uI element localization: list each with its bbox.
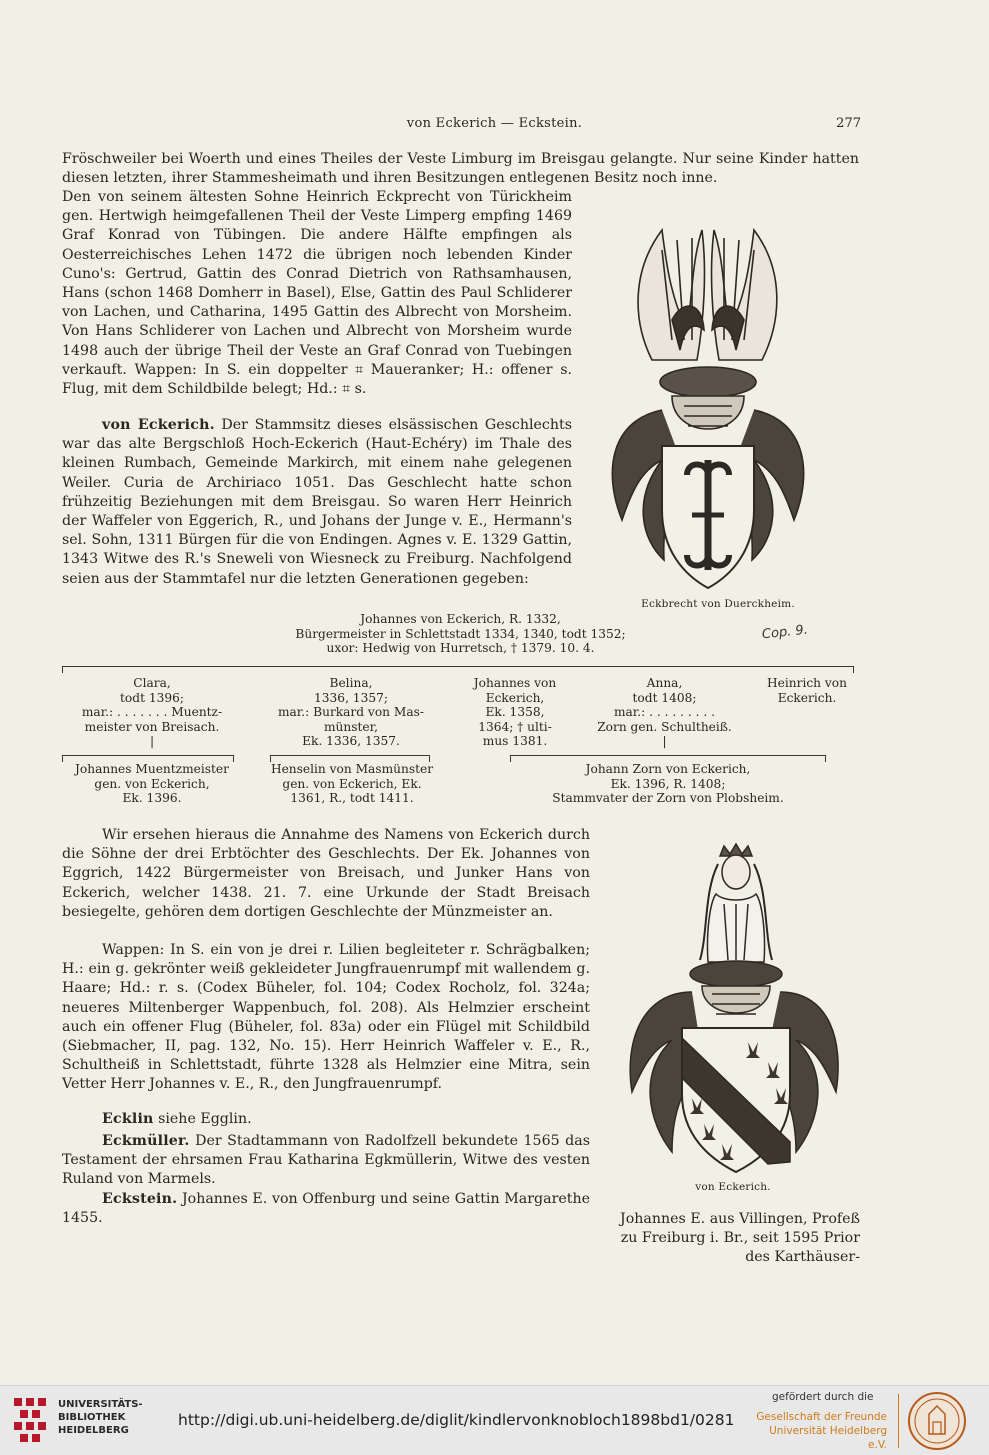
lemma-ecklin: Ecklin xyxy=(102,1111,154,1127)
genealogy-table xyxy=(62,612,859,805)
bracket-children xyxy=(62,666,854,673)
child-belina: Belina, 1336, 1357; mar.: Burkard von Mas- münster, Ek. 1336, 1357. xyxy=(277,676,424,748)
grandchild-johann-zorn: Johann Zorn von Eckerich, Ek. 1396, R. 1408; Stammvater der Zorn von Plobsheim. xyxy=(552,762,784,805)
caption-eckerich: von Eckerich. xyxy=(695,1181,771,1193)
permalink-url[interactable]: http://digi.ub.uni-heidelberg.de/diglit/kindlervonknobloch1898bd1/0281 xyxy=(178,1411,735,1429)
caption-duerckheim: Eckbrecht von Duerckheim. xyxy=(641,598,795,610)
running-head: von Eckerich — Eckstein. xyxy=(406,116,583,131)
bracket-anna xyxy=(510,755,826,762)
lemma-eckstein: Eckstein. xyxy=(102,1191,178,1207)
paragraph-annahme: Wir ersehen hieraus die Annahme des Namens von Eckerich durch die Söhne der drei Erbtöchter des Geschlechts. Der Ek. Johannes von Eggrich, 1422 Bürgermeister von Breisach, und Junker Hans von Eckerich, welcher 1438. 21. 7. eine Urkunde der Stadt Breisach besiegelte, gehören dem dortigen Geschlechte der Münzmeister an. xyxy=(62,827,590,920)
paragraph-eckstein-continued: Johannes E. aus Villingen, Profeß zu Freiburg i. Br., seit 1595 Prior des Karthäuser- xyxy=(620,1211,860,1266)
genealogy-root xyxy=(62,612,859,656)
text-ecklin: siehe Egglin. xyxy=(158,1111,252,1127)
grandchild-henselin: Henselin von Masmünster gen. von Eckerich, Ek. 1361, R., todt 1411. xyxy=(270,762,434,805)
grandchild-johannes-muentzmeister: Johannes Muentzmeister gen. von Eckerich, Ek. 1396. xyxy=(75,762,229,805)
coat-of-arms-duerckheim xyxy=(592,210,824,596)
text-eckmueller: Der Stadtammann von Radolfzell bekundete 1565 das Testament der ehrsamen Frau Katharina Egkmüllerin, Witwe des vesten Ruland von Marmels. xyxy=(62,1133,590,1188)
university-library-logo-icon xyxy=(8,1392,54,1448)
page-number: 277 xyxy=(836,116,861,131)
sponsor-label: gefördert durch die xyxy=(772,1391,874,1403)
bracket-clara xyxy=(62,755,234,762)
coat-of-arms-eckerich xyxy=(618,842,848,1178)
paragraph-wappen: Wappen: In S. ein von je drei r. Lilien begleiteter r. Schrägbalken; H.: ein g. gekrönter weiß gekleideter Jungfrauenrumpf mit wallendem g. Haare; Hd.: r. s. (Codex Büheler, fol. 104; Codex Rocholz, fol. 324a; neueres Miltenberger Wappenbuch, fol. 208). Als Helmzier erscheint auch ein offener Flug (Büheler, fol. 83a) oder ein Flügel mit Schildbild (Siebmacher, II, pag. 132, No. 15). Herr Heinrich Waffeler v. E., R., Schultheiß in Schlettstadt, führte 1328 als Helmzier eine Mitra, sein Vetter Herr Johannes v. E., R., den Jungfrauenrumpf. xyxy=(62,942,590,1093)
paragraph-veste-limperg: Den von seinem ältesten Sohne Heinrich Eckprecht von Türickheim gen. Hertwigh heimgefallenen Theil der Veste Limperg empfing 1469 Graf Konrad von Tübingen. Die andere Hälfte empfingen als Oesterreichisches Lehen 1472 die übrigen noch lebenden Kinder Cuno's: Gertrud, Gattin des Conrad Dietrich von Rathsamhausen, Hans (schon 1468 Domherr in Basel), Else, Gattin des Paul Schliderer von Lachen, und Catharina, 1495 Gattin des Albrecht von Morsheim. Von Hans Schliderer von Lachen und Albrecht von Morsheim wurde 1498 auch der übrige Theil der Veste an Graf Conrad von Tuebingen verkauft. Wappen: In S. ein doppelter ⌗ Maueranker; H.: offener s. Flug, mit dem Schildbilde belegt; Hd.: ⌗ s. xyxy=(62,189,572,398)
root-line-2: Bürgermeister in Schlettstadt 1334, 1340, todt 1352; xyxy=(295,626,626,641)
paragraph-eckmueller xyxy=(62,1132,590,1190)
sponsor-organization[interactable]: Gesellschaft der Freunde Universität Heidelberg e.V. xyxy=(756,1411,887,1451)
child-clara: Clara, todt 1396; mar.: . . . . . . . Muentz- meister von Breisach. | xyxy=(81,676,223,748)
handwritten-note: Cop. 9. xyxy=(761,622,809,643)
library-name: UNIVERSITÄTS- BIBLIOTHEK HEIDELBERG xyxy=(58,1399,143,1436)
child-anna: Anna, todt 1408; mar.: . . . . . . . . . Zorn gen. Schultheiß. | xyxy=(597,676,732,748)
text-eckstein-a: Johannes E. von Offenburg und seine Gattin Margarethe 1455. xyxy=(62,1191,590,1227)
child-johannes: Johannes von Eckerich, Ek. 1358, 1364; † ulti- mus 1381. xyxy=(473,676,557,748)
child-heinrich: Heinrich von Eckerich. xyxy=(767,676,847,705)
paragraph-intro: Fröschweiler bei Woerth und eines Theiles der Veste Limburg im Breisgau gelangte. Nur seine Kinder hatten diesen letzten, ihrer Stammesheimath und ihren Besitzungen entlegenen Besitz noch inne. xyxy=(62,151,859,187)
text-von-eckerich: Der Stammsitz dieses elsässischen Geschlechts war das alte Bergschloß Hoch-Eckerich (Haut-Echéry) im Thale des kleinen Rumbach, Gemeinde Markirch, mit einem nahe gelegenen Weiler. Curia de Archiriaco 1051. Das Geschlecht hatte schon frühzeitig Beziehungen mit dem Breisgau. So waren Herr Heinrich der Waffeler von Eggerich, R., und Johans der Junge v. E., Hermann's sel. Sohn, 1311 Bürgen für die von Endingen. Agnes v. E. 1329 Gattin, 1343 Witwe des R.'s Sneweli von Wiesneck zu Freiburg. Nachfolgend seien aus der Stammtafel nur die letzten Generationen gegeben: xyxy=(62,417,572,587)
university-seal-icon xyxy=(907,1390,967,1452)
viewer-footer xyxy=(0,1385,989,1455)
lemma-eckmueller: Eckmüller. xyxy=(102,1133,190,1149)
lemma-von-eckerich: von Eckerich. xyxy=(102,417,215,433)
paragraph-von-eckerich xyxy=(62,416,572,589)
footer-divider xyxy=(898,1394,899,1448)
paragraph-eckstein xyxy=(62,1190,590,1228)
root-line-3: uxor: Hedwig von Hurretsch, † 1379. 10. 4. xyxy=(326,641,595,655)
paragraph-ecklin xyxy=(62,1110,590,1129)
root-line-1: Johannes von Eckerich, R. 1332, xyxy=(360,612,561,626)
bracket-belina xyxy=(270,755,430,762)
